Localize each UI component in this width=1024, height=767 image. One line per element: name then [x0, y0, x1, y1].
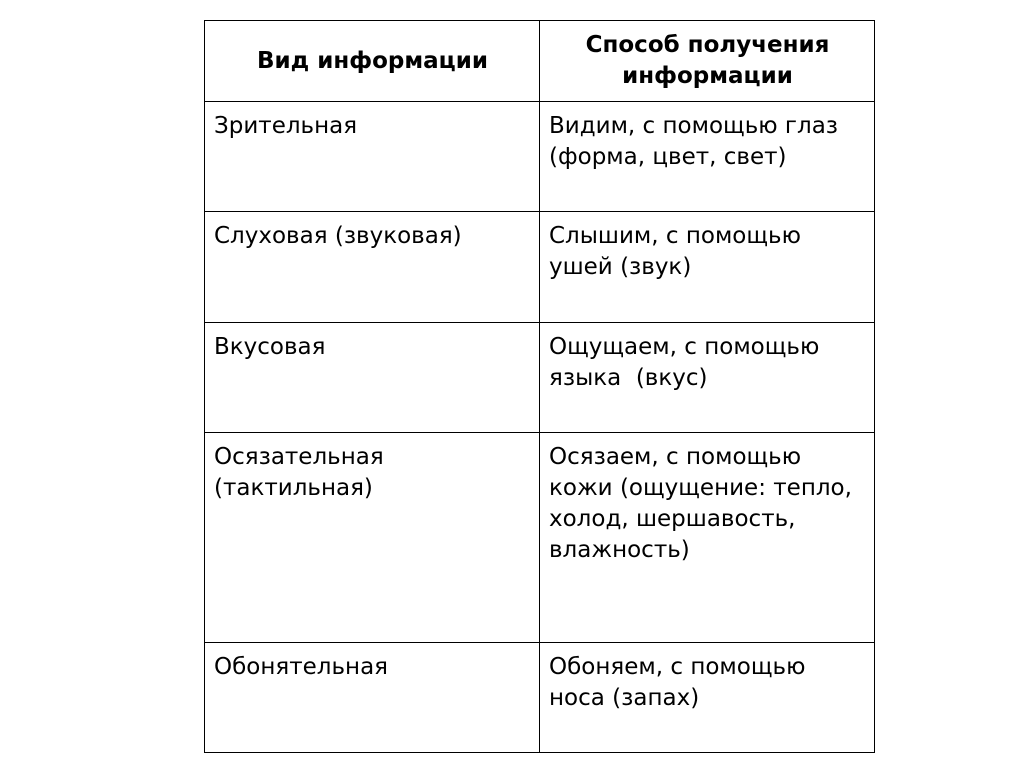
cell-info-type: Зрительная [205, 102, 540, 212]
cell-acquisition-method: Обоняем, с помощью носа (запах) [540, 643, 875, 753]
cell-info-type: Вкусовая [205, 323, 540, 433]
table-row [205, 102, 875, 212]
cell-info-type: Обонятельная [205, 643, 540, 753]
cell-acquisition-method: Слышим, с помощью ушей (звук) [540, 212, 875, 323]
table-row [205, 212, 875, 323]
table-row [205, 433, 875, 643]
header-info-type: Вид информации [205, 21, 540, 102]
table-row [205, 643, 875, 753]
cell-acquisition-method: Осязаем, с помощью кожи (ощущение: тепло, холод, шершавость, влажность) [540, 433, 875, 643]
cell-info-type: Слуховая (звуковая) [205, 212, 540, 323]
cell-info-type: Осязательная (тактильная) [205, 433, 540, 643]
table-header-row [205, 21, 875, 102]
cell-acquisition-method: Ощущаем, с помощью языка (вкус) [540, 323, 875, 433]
table-row [205, 323, 875, 433]
info-types-table [204, 20, 875, 753]
cell-acquisition-method: Видим, с помощью глаз (форма, цвет, свет) [540, 102, 875, 212]
header-acquisition-method: Способ получения информации [540, 21, 875, 102]
